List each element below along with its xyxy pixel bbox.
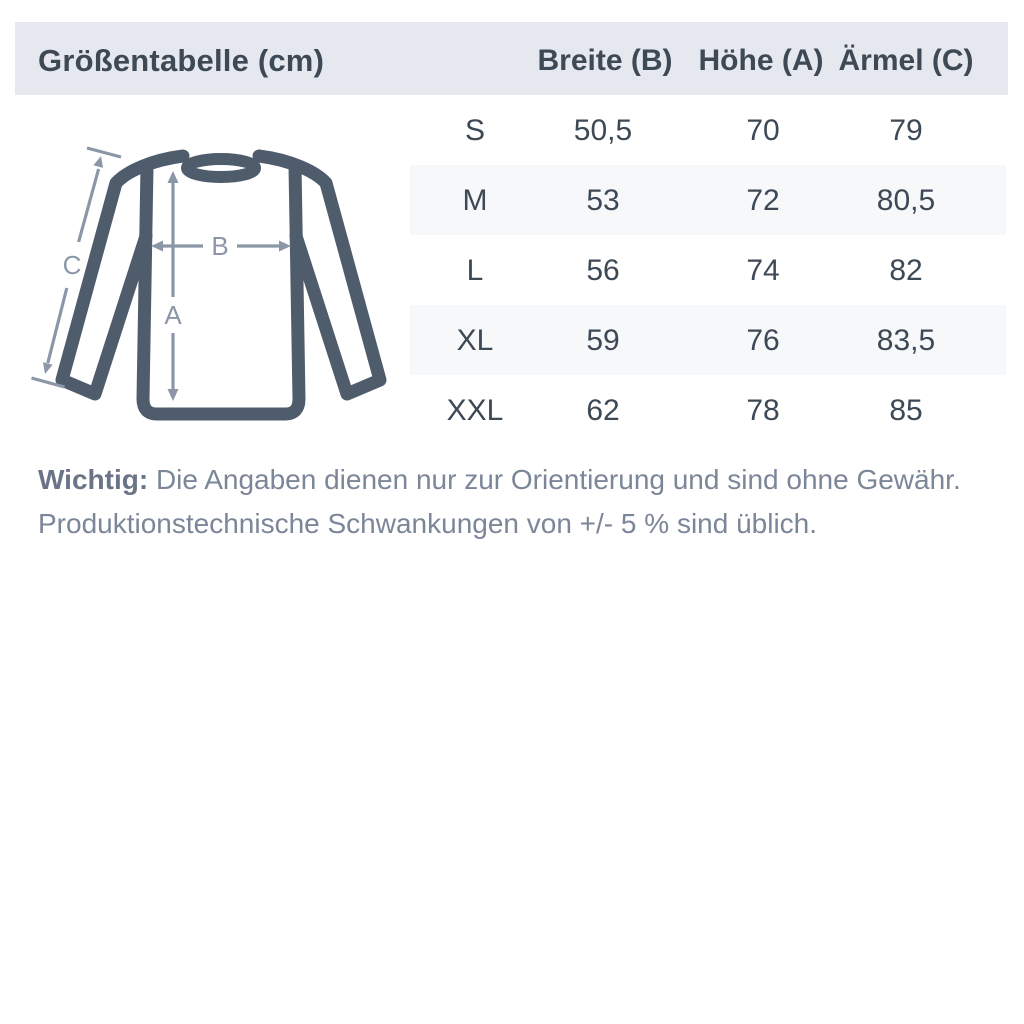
sweater-outline bbox=[62, 156, 380, 414]
hoehe-cell: 74 bbox=[746, 254, 780, 287]
sleeve-arrow-label: C bbox=[62, 250, 82, 280]
disclaimer-note bbox=[38, 458, 998, 546]
disclaimer-bold-label: Wichtig: bbox=[38, 464, 149, 495]
sweater-diagram bbox=[20, 130, 420, 440]
breite-cell: 62 bbox=[586, 394, 620, 427]
size-cell: M bbox=[462, 184, 488, 217]
size-cell: S bbox=[464, 114, 486, 147]
table-row-xl bbox=[410, 305, 1006, 375]
column-header-aermel: Ärmel (C) bbox=[838, 44, 974, 77]
disclaimer-line-2: Produktionstechnische Schwankungen von +/- 5 % sind üblich. bbox=[38, 508, 818, 539]
aermel-cell: 82 bbox=[889, 254, 923, 287]
breite-cell: 53 bbox=[586, 184, 620, 217]
width-arrow-label: B bbox=[211, 231, 229, 261]
size-table bbox=[410, 95, 1006, 445]
disclaimer-line-1: Wichtig: Die Angaben dienen nur zur Orientierung und sind ohne Gewähr. bbox=[38, 464, 961, 495]
aermel-cell: 79 bbox=[889, 114, 923, 147]
aermel-cell: 80,5 bbox=[876, 184, 936, 217]
size-cell: L bbox=[466, 254, 484, 287]
table-row-xxl bbox=[410, 375, 1006, 445]
page-title: Größentabelle (cm) bbox=[38, 43, 325, 78]
size-cell: XXL bbox=[446, 394, 504, 427]
height-arrow-label: A bbox=[164, 300, 182, 330]
breite-cell: 56 bbox=[586, 254, 620, 287]
column-header-hoehe: Höhe (A) bbox=[698, 44, 824, 77]
table-row-m bbox=[410, 165, 1006, 235]
sweater-collar bbox=[187, 159, 255, 177]
sweater-right-sleeve bbox=[259, 156, 380, 394]
size-cell: XL bbox=[456, 324, 494, 357]
table-row-s bbox=[410, 95, 1006, 165]
aermel-cell: 83,5 bbox=[876, 324, 936, 357]
column-header-breite: Breite (B) bbox=[537, 44, 673, 77]
hoehe-cell: 76 bbox=[746, 324, 780, 357]
table-row-l bbox=[410, 235, 1006, 305]
table-header-bar bbox=[15, 22, 1008, 95]
hoehe-cell: 78 bbox=[746, 394, 780, 427]
hoehe-cell: 70 bbox=[746, 114, 780, 147]
aermel-cell: 85 bbox=[889, 394, 923, 427]
breite-cell: 59 bbox=[586, 324, 620, 357]
hoehe-cell: 72 bbox=[746, 184, 780, 217]
breite-cell: 50,5 bbox=[573, 114, 633, 147]
height-arrow bbox=[168, 171, 179, 401]
sweater-body bbox=[143, 166, 299, 414]
